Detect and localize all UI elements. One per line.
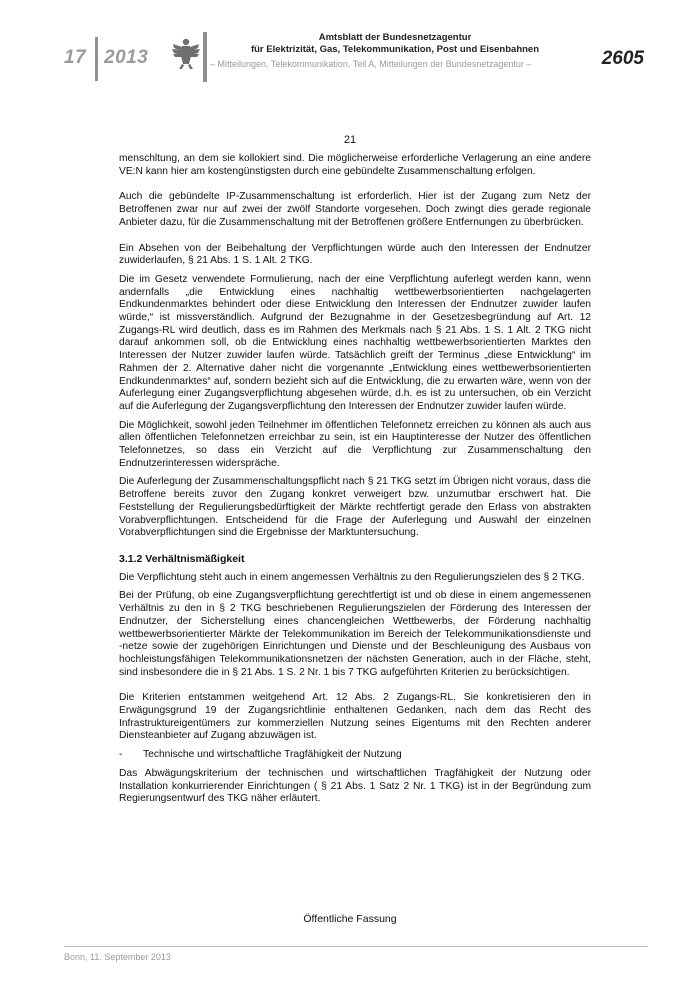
paragraph: menschltung, an dem sie kollokiert sind. Die möglicherweise erforderliche Verlagerung an eine andere VE:N kann hier am kostengünstigsten durch eine gebündelte Zusammenschaltung erfolgen.	[119, 153, 591, 177]
paragraph: Das Abwägungskriterium der technischen und wirtschaftlichen Tragfähigkeit der Nutzung oder Installation konkurrierender Einrichtungen ( § 21 Abs. 1 Satz 2 Nr. 1 TKG) ist in der Begründung zum Regierungsentwurf des TKG näher erläutert.	[119, 767, 591, 805]
footer-divider	[64, 946, 648, 947]
federal-eagle-icon	[172, 36, 200, 70]
document-body	[119, 153, 591, 812]
paragraph: Die Verpflichtung steht auch in einem angemessen Verhältnis zu den Regulierungszielen des § 2 TKG.	[119, 571, 585, 583]
section-heading: 3.1.2 Verhältnismäßigkeit	[119, 552, 245, 565]
bullet-text: Technische und wirtschaftliche Tragfähigkeit der Nutzung	[143, 749, 402, 761]
gazette-section: – Mitteilungen, Telekommunikation, Teil A, Mitteilungen der Bundesnetzagentur –	[210, 59, 532, 69]
paragraph: Die Auferlegung der Zusammenschaltungspflicht nach § 21 TKG setzt im Übrigen nicht voraus, dass die Betroffene bereits zuvor den Zugang konkret verweigert bzw. unzumutbar erschwert hat. Die Feststellung der Regulierungsbedürftigkeit der Märkte rechtfertigt gerade den Erlass von abstrakten Vorabverpflichtungen. Entscheidend für die Frage der Auferlegung und Auswahl der einzelnen Vorabverpflichtungen sind die Ergebnisse der Marktuntersuchung.	[119, 476, 591, 539]
bullet-marker: -	[119, 749, 123, 761]
paragraph: Auch die gebündelte IP-Zusammenschaltung ist erforderlich. Hier ist der Zugang zum Netz der Betroffenen zwar nur auf zwei der zwölf Standorte vorgesehen. Doch zwingt dies gerade regionale Anbieter dazu, für die Zusammenschaltung mit der Betroffenen größere Entfernungen zu überbrücken.	[119, 191, 591, 228]
bullet-item	[119, 749, 591, 762]
issue-number: 17	[64, 47, 87, 68]
issue-year: 2013	[104, 47, 149, 68]
paragraph: Die Kriterien entstammen weitgehend Art. 12 Abs. 2 Zugangs-RL. Sie konkretisieren den in Erwägungsgrund 19 der Zugangsrichtlinie enthaltenen Gedanken, nach dem das Recht des Infrastruktureigentümers zur kommerziellen Nutzung seines Eigentums mit den Rechten anderer Diensteanbieter auf Zugang abzuwägen ist.	[119, 692, 591, 742]
paragraph: Die im Gesetz verwendete Formulierung, nach der eine Verpflichtung auferlegt werden kann, wenn andernfalls „die Entwicklung eines nachhaltig wettbewerbsorientierten nachgelagerten Endkundenmarktes behindert oder diese Entwicklung den Interessen der Endnutzer zuwider laufen würde,“ ist missverständlich. Aufgrund der Bezugnahme in der Gesetzesbegründung auf Art. 12 Zugangs-RL wird deutlich, dass es im Rahmen des Merkmals nach § 21 Abs. 1 S. 1 Alt. 2 TKG nicht darauf ankommen soll, ob die Entwicklung eines nachhaltig wettbewerbsorientierten Marktes den Interessen der Nutzer zuwider laufen würde. Tatsächlich greift der Terminus „diese Entwicklung“ im Rahmen der 2. Alternative daher nicht die vorgenannte „Entwicklung eines wettbewerbsorientierten Endkundenmarktes“ auf, sondern bezieht sich auf die Entwicklung, die zu erwarten wäre, wenn von der Auferlegung einer Zugangsverpflichtung abgesehen würde, d.h. es ist zu untersuchen, ob ein Verzicht auf die Auferlegung der Zugangsverpflichtung den Interessen der Endnutzer zuwider laufen würde.	[119, 273, 591, 412]
page-number: 2605	[601, 48, 644, 69]
inner-page-number: 21	[343, 134, 357, 146]
gazette-subtitle: für Elektrizität, Gas, Telekommunikation, Post und Eisenbahnen	[250, 44, 540, 55]
header-divider	[95, 37, 98, 81]
footer-date: Bonn, 11. September 2013	[64, 952, 171, 962]
classification-label: Öffentliche Fassung	[303, 913, 397, 925]
paragraph: Ein Absehen von der Beibehaltung der Verpflichtungen würde auch den Interessen der Endnutzer zuwiderlaufen, § 21 Abs. 1 S. 1 Alt. 2 TKG.	[119, 242, 591, 267]
paragraph: Bei der Prüfung, ob eine Zugangsverpflichtung gerechtfertigt ist und ob diese in einem angemessenen Verhältnis zu den in § 2 TKG beschriebenen Regulierungszielen der Förderung des Interessen der Endnutzer, der Sicherstellung eines chancengleichen Wettbewerbs, der Förderung nachhaltig wettbewerbsorientierter Märkte der Telekommunikation im Bereich der Telekommunikationsdienste und -netze sowie der zugehörigen Einrichtungen und Dienste und der Beschleunigung des Ausbaus von hochleistungsfähigen Telekommunikationsnetzen der nächsten Generation, auch in der Fläche, steht, sind insbesondere die in § 21 Abs. 1 S. 2 Nr. 1 bis 7 TKG aufgeführten Kriterien zu berücksichtigen.	[119, 590, 591, 678]
paragraph: Die Möglichkeit, sowohl jeden Teilnehmer im öffentlichen Telefonnetz erreichen zu können als auch aus allen öffentlichen Telefonnetzen erreichbar zu sein, ist ein Hauptinteresse der Nutzer des öffentlichen Telefonnetzes, so dass ein Verzicht auf die Verpflichtung zur Zusammenschaltung den Endnutzerinteressen widerspräche.	[119, 419, 591, 469]
gazette-title: Amtsblatt der Bundesnetzagentur	[318, 32, 472, 43]
